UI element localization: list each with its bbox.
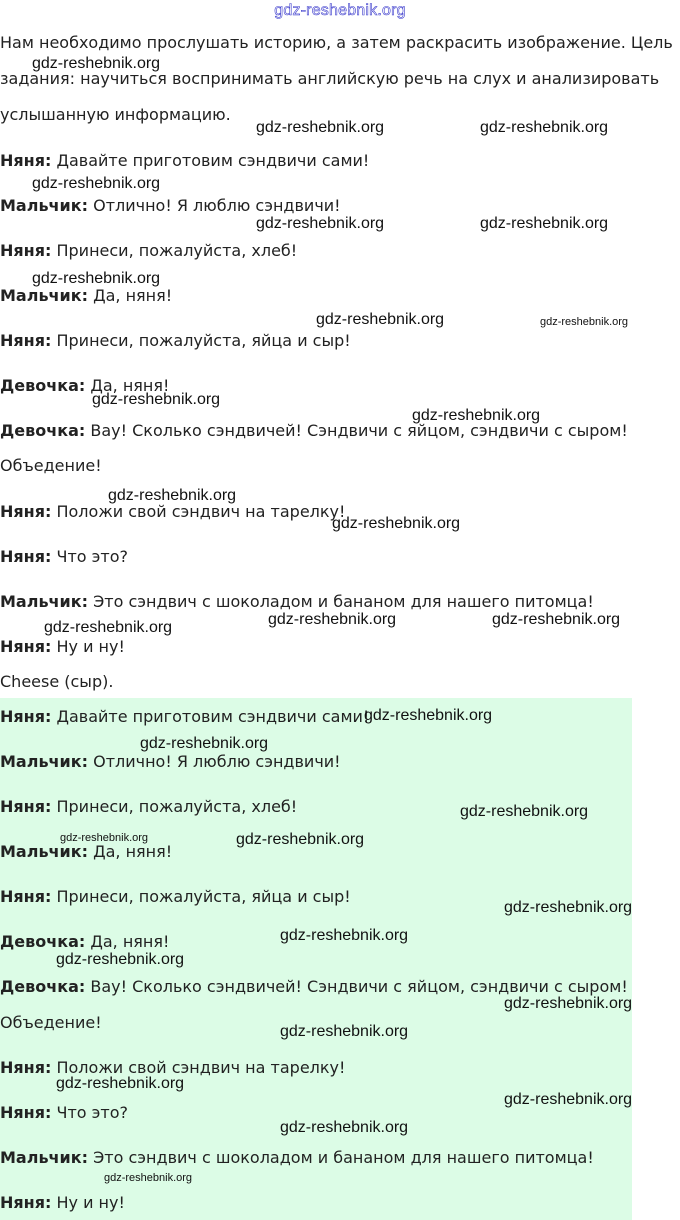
dialogue-line <box>0 286 172 306</box>
speaker-name: Девочка: <box>0 932 86 951</box>
speaker-name: Няня: <box>0 331 52 350</box>
line-text: Положи свой сэндвич на тарелку! <box>51 502 346 521</box>
dialogue-line <box>0 977 628 997</box>
watermark: gdz-reshebnik.org <box>60 832 149 844</box>
cheese-label: Cheese (сыр). <box>0 672 114 691</box>
watermark: gdz-reshebnik.org <box>108 487 237 504</box>
watermark: gdz-reshebnik.org <box>332 515 461 532</box>
line-text: Объедение! <box>0 1013 102 1032</box>
dialogue-line <box>0 637 125 657</box>
dialogue-line <box>0 592 594 612</box>
line-text: Давайте приготовим сэндвичи сами! <box>51 151 370 170</box>
speaker-name: Мальчик: <box>0 752 89 771</box>
line-text: Вау! Сколько сэндвичей! Сэндвичи с яйцом, сэндвичи с сыром! <box>85 977 628 996</box>
speaker-name: Няня: <box>0 637 52 656</box>
dialogue-line <box>0 1103 128 1123</box>
dialogue-line <box>0 151 369 171</box>
line-text: Отлично! Я люблю сэндвичи! <box>88 752 341 771</box>
dialogue-line <box>0 547 128 567</box>
watermark: gdz-reshebnik.org <box>236 831 365 848</box>
line-text: Ну и ну! <box>51 637 125 656</box>
intro-line: задания: научиться воспринимать английскую речь на слух и анализировать <box>0 69 660 88</box>
speaker-name: Няня: <box>0 547 52 566</box>
watermark: gdz-reshebnik.org <box>56 951 185 968</box>
intro-line: Нам необходимо прослушать историю, а затем раскрасить изображение. Цель <box>0 33 673 52</box>
dialogue-line <box>0 502 345 522</box>
line-text: Давайте приготовим сэндвичи сами! <box>51 707 370 726</box>
watermark: gdz-reshebnik.org <box>480 119 609 136</box>
dialogue-line <box>0 752 341 772</box>
dialogue-line <box>0 887 351 907</box>
watermark: gdz-reshebnik.org <box>540 316 629 328</box>
line-text: Объедение! <box>0 456 102 475</box>
watermark: gdz-reshebnik.org <box>256 215 385 232</box>
speaker-name: Мальчик: <box>0 196 89 215</box>
dialogue-line <box>0 707 369 727</box>
watermark: gdz-reshebnik.org <box>412 407 541 424</box>
speaker-name: Няня: <box>0 1103 52 1122</box>
speaker-name: Девочка: <box>0 977 86 996</box>
line-text: Принеси, пожалуйста, яйца и сыр! <box>51 331 351 350</box>
watermark: gdz-reshebnik.org <box>140 735 269 752</box>
watermark: gdz-reshebnik.org <box>32 55 161 72</box>
watermark: gdz-reshebnik.org <box>364 707 493 724</box>
line-text: Что это? <box>51 1103 129 1122</box>
dialogue-line <box>0 456 102 476</box>
speaker-name: Девочка: <box>0 376 86 395</box>
line-text: Это сэндвич с шоколадом и бананом для нашего питомца! <box>88 1148 594 1167</box>
speaker-name: Мальчик: <box>0 286 89 305</box>
watermark: gdz-reshebnik.org <box>316 311 445 328</box>
line-text: Отлично! Я люблю сэндвичи! <box>88 196 341 215</box>
line-text: Вау! Сколько сэндвичей! Сэндвичи с яйцом, сэндвичи с сыром! <box>85 421 628 440</box>
watermark: gdz-reshebnik.org <box>104 1172 193 1184</box>
speaker-name: Мальчик: <box>0 842 89 861</box>
header-watermark: gdz-reshebnik.org <box>274 2 406 19</box>
dialogue-line <box>0 241 297 261</box>
dialogue-line <box>0 196 341 216</box>
speaker-name: Няня: <box>0 502 52 521</box>
watermark: gdz-reshebnik.org <box>268 611 397 628</box>
dialogue-line <box>0 331 351 351</box>
watermark: gdz-reshebnik.org <box>280 1023 409 1040</box>
watermark: gdz-reshebnik.org <box>280 927 409 944</box>
speaker-name: Няня: <box>0 151 52 170</box>
line-text: Да, няня! <box>88 842 173 861</box>
dialogue-line <box>0 1193 125 1213</box>
intro-line: услышанную информацию. <box>0 105 231 124</box>
line-text: Принеси, пожалуйста, хлеб! <box>51 241 298 260</box>
watermark: gdz-reshebnik.org <box>492 611 621 628</box>
watermark: gdz-reshebnik.org <box>56 1075 185 1092</box>
line-text: Положи свой сэндвич на тарелку! <box>51 1058 346 1077</box>
speaker-name: Няня: <box>0 241 52 260</box>
speaker-name: Няня: <box>0 797 52 816</box>
dialogue-line <box>0 932 169 952</box>
dialogue-line <box>0 1013 102 1033</box>
watermark: gdz-reshebnik.org <box>480 215 609 232</box>
watermark: gdz-reshebnik.org <box>504 1091 633 1108</box>
line-text: Это сэндвич с шоколадом и бананом для нашего питомца! <box>88 592 594 611</box>
line-text: Да, няня! <box>85 376 170 395</box>
dialogue-line <box>0 842 172 862</box>
speaker-name: Няня: <box>0 1193 52 1212</box>
watermark: gdz-reshebnik.org <box>256 119 385 136</box>
speaker-name: Няня: <box>0 1058 52 1077</box>
line-text: Да, няня! <box>88 286 173 305</box>
watermark: gdz-reshebnik.org <box>504 899 633 916</box>
watermark: gdz-reshebnik.org <box>460 803 589 820</box>
watermark: gdz-reshebnik.org <box>92 391 221 408</box>
dialogue-line <box>0 1148 594 1168</box>
speaker-name: Няня: <box>0 707 52 726</box>
watermark: gdz-reshebnik.org <box>504 995 633 1012</box>
speaker-name: Няня: <box>0 887 52 906</box>
watermark: gdz-reshebnik.org <box>32 270 161 287</box>
dialogue-line <box>0 797 297 817</box>
watermark: gdz-reshebnik.org <box>280 1119 409 1136</box>
watermark: gdz-reshebnik.org <box>32 175 161 192</box>
watermark: gdz-reshebnik.org <box>44 619 173 636</box>
line-text: Да, няня! <box>85 932 170 951</box>
speaker-name: Девочка: <box>0 421 86 440</box>
line-text: Принеси, пожалуйста, хлеб! <box>51 797 298 816</box>
line-text: Ну и ну! <box>51 1193 125 1212</box>
speaker-name: Мальчик: <box>0 1148 89 1167</box>
line-text: Что это? <box>51 547 129 566</box>
speaker-name: Мальчик: <box>0 592 89 611</box>
line-text: Принеси, пожалуйста, яйца и сыр! <box>51 887 351 906</box>
